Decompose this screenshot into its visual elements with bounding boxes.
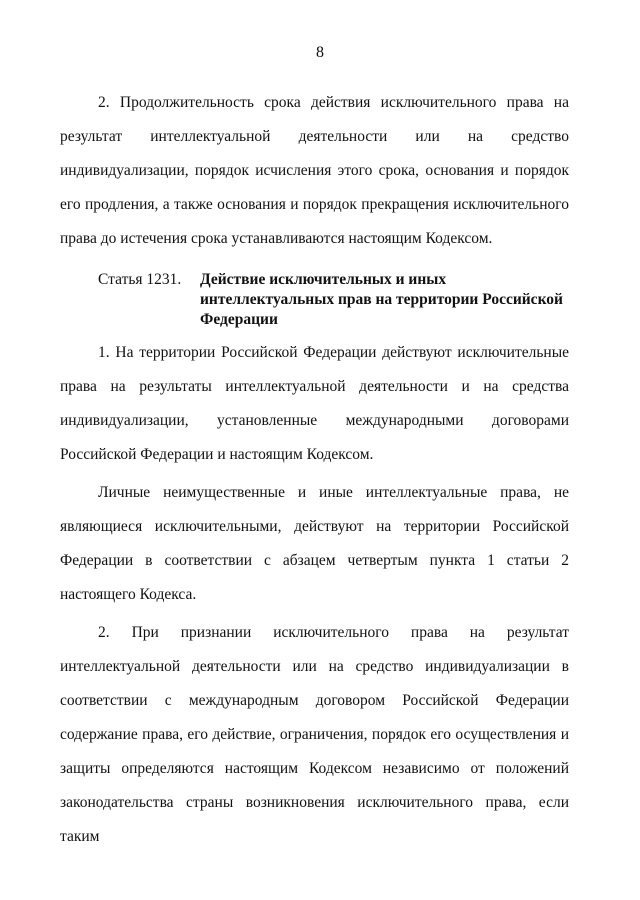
paragraph-personal-rights: Личные неимущественные и иные интеллектуальные права, не являющиеся исключительными, действуют на территории Российской Федерации в соответствии с абзацем четвертым пункта 1 статьи 2 настоящего Кодекса. <box>60 484 569 603</box>
paragraph-item-2: 2. При признании исключительного права на результат интеллектуальной деятельности или на средство индивидуализации в соответствии с международным договором Российской Федерации содержание права, его действие, ограничения, порядок его осуществления и защиты определяются настоящим Кодексом независимо от положений законодательства страны возникновения исключительного права, если таким <box>60 624 569 845</box>
article-title <box>200 270 569 330</box>
article-title-line: Действие исключительных и иных <box>200 271 447 288</box>
paragraph-duration-of-term: 2. Продолжительность срока действия исключительного права на результат интеллектуальной деятельности или на средство индивидуализации, порядок исчисления этого срока, основания и порядок его продления, а также основания и порядок прекращения исключительного права до истечения срока устанавливаются настоящим Кодексом. <box>60 94 569 247</box>
article-heading <box>60 270 569 330</box>
document-body <box>60 86 569 854</box>
article-title-line: интеллектуальных прав на территории Российской <box>200 291 563 308</box>
article-title-line: Федерации <box>200 311 278 328</box>
paragraph-item-1: 1. На территории Российской Федерации действуют исключительные права на результаты интеллектуальной деятельности и на средства индивидуализации, установленные международными договорами Российской Федерации и настоящим Кодексом. <box>60 344 569 463</box>
article-number: Статья 1231. <box>98 271 182 288</box>
page-number: 8 <box>316 44 324 61</box>
